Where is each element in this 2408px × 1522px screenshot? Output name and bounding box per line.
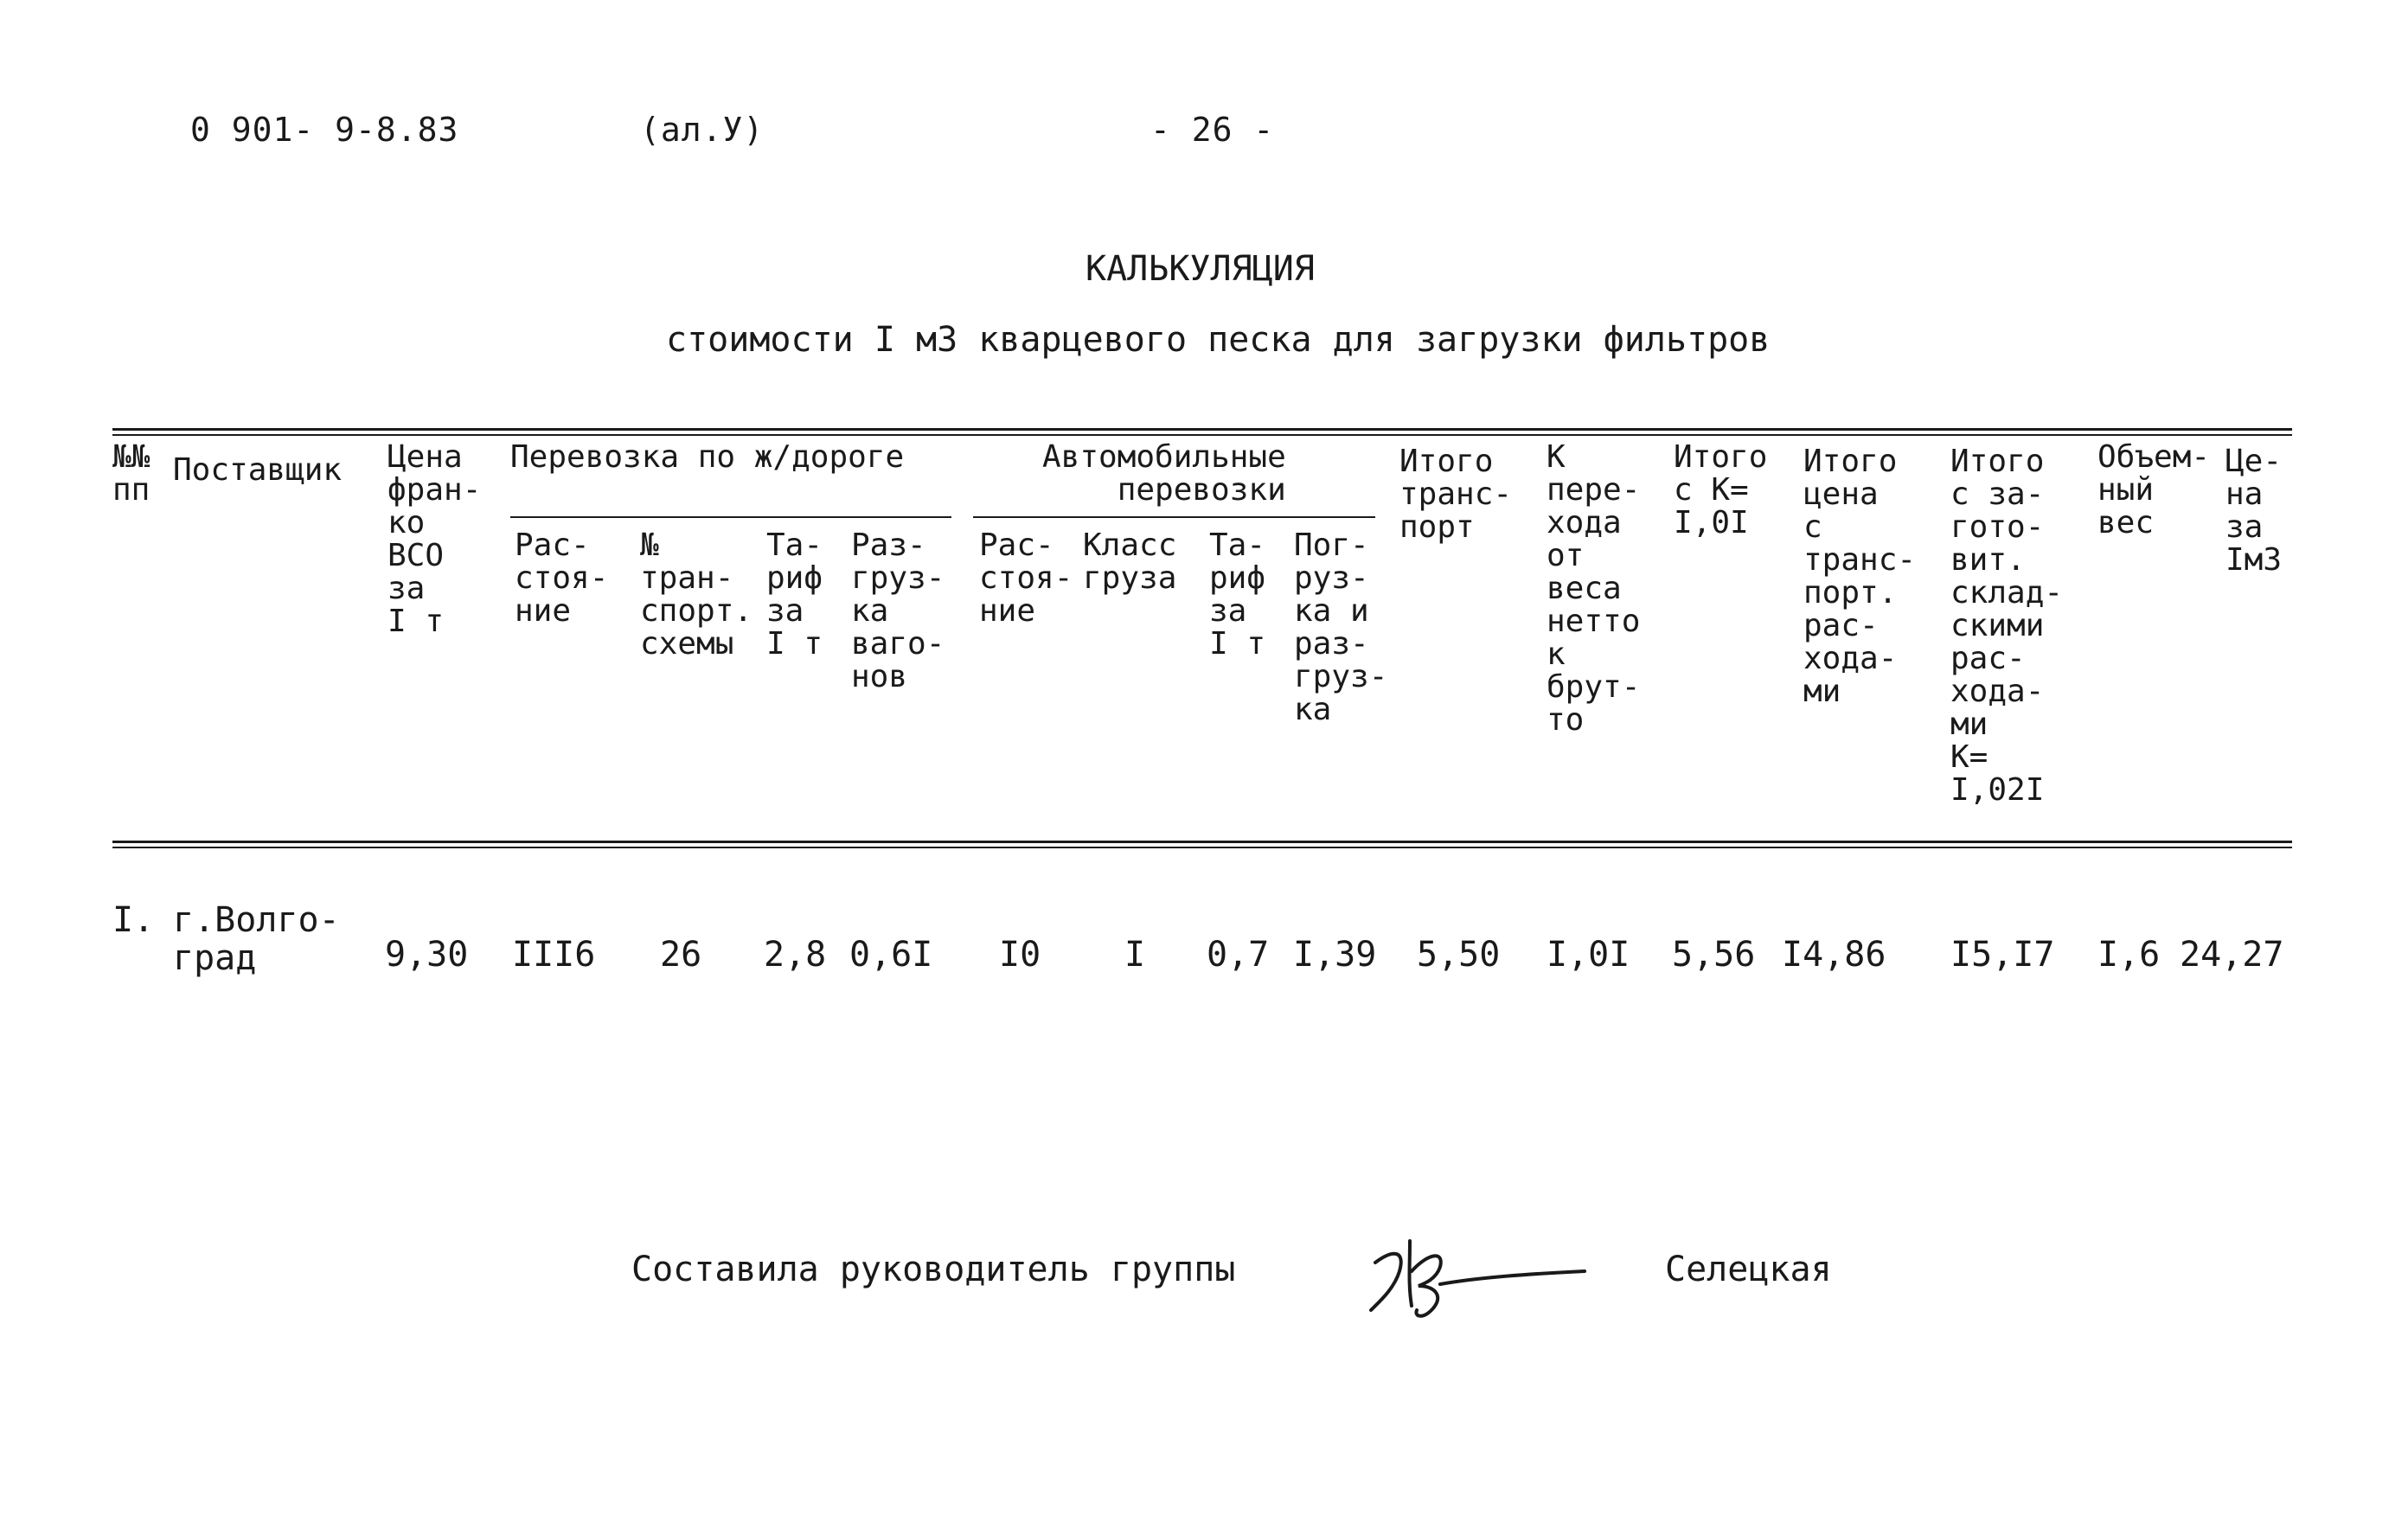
document-code: 0 901- 9-8.83 bbox=[190, 111, 459, 149]
page-number: - 26 - bbox=[1150, 111, 1275, 149]
col-group-auto: Автомобильные перевозки bbox=[1042, 439, 1286, 508]
cell-k-transition: I,0I bbox=[1547, 935, 1630, 975]
table-top-rule bbox=[112, 428, 2292, 431]
cell-total-k: 5,56 bbox=[1672, 935, 1756, 975]
table-header-bottom-rule bbox=[112, 841, 2292, 843]
col-header-price: Цена фран- ко ВСО за I т bbox=[387, 439, 482, 639]
compiler-name: Селецкая bbox=[1665, 1250, 1832, 1289]
col-header-rail-tariff: Та- риф за I т bbox=[766, 528, 823, 662]
col-header-total-k: Итого с К= I,0I bbox=[1674, 439, 1768, 540]
cell-supplier: г.Волго- град bbox=[173, 900, 340, 978]
cell-rail-scheme: 26 bbox=[660, 935, 702, 975]
col-group-rail: Перевозка по ж/дороге bbox=[510, 439, 905, 475]
cell-rail-distance: III6 bbox=[512, 935, 596, 975]
cell-total-storage: I5,I7 bbox=[1950, 935, 2055, 975]
cell-volume-weight: I,6 bbox=[2097, 935, 2161, 975]
col-header-total-transport: Итого транс- порт bbox=[1399, 444, 1513, 545]
col-header-auto-distance: Рас- стоя- ние bbox=[979, 528, 1073, 629]
col-header-total-price: Итого цена с транс- порт. рас- хода- ми bbox=[1803, 444, 1917, 709]
cell-total-price: I4,86 bbox=[1782, 935, 1886, 975]
cell-price-m3: 24,27 bbox=[2180, 935, 2284, 975]
cell-auto-loading: I,39 bbox=[1293, 935, 1377, 975]
col-header-auto-loading: Пог- руз- ка и раз- груз- ка bbox=[1294, 528, 1388, 727]
col-header-k-transition: К пере- хода от веса нетто к брут- то bbox=[1547, 439, 1641, 738]
compiled-by-label: Составила руководитель группы bbox=[631, 1250, 1236, 1289]
col-header-rail-unload: Раз- груз- ка ваго- нов bbox=[851, 528, 945, 694]
col-header-auto-class: Класс груза bbox=[1083, 528, 1177, 596]
album-label: (ал.У) bbox=[640, 111, 765, 149]
col-header-supplier: Поставщик bbox=[173, 452, 343, 488]
cell-num: I. bbox=[112, 900, 155, 940]
signature-image bbox=[1358, 1224, 1591, 1327]
auto-group-underline bbox=[973, 516, 1375, 518]
rail-group-underline bbox=[510, 516, 951, 518]
document-subtitle: стоимости I м3 кварцевого песка для загрузки фильтров bbox=[666, 320, 1771, 360]
table-header-bottom-rule-double bbox=[112, 847, 2292, 848]
document-title: КАЛЬКУЛЯЦИЯ bbox=[1086, 249, 1315, 289]
col-header-auto-tariff: Та- риф за I т bbox=[1209, 528, 1266, 662]
col-header-total-storage: Итого с за- гото- вит. склад- скими рас- хода- ми К= I,02I bbox=[1950, 444, 2064, 808]
cell-auto-distance: I0 bbox=[999, 935, 1041, 975]
col-header-price-m3: Це- на за Iм3 bbox=[2225, 444, 2283, 578]
cell-auto-tariff: 0,7 bbox=[1207, 935, 1270, 975]
cell-price: 9,30 bbox=[385, 935, 469, 975]
cell-rail-unload: 0,6I bbox=[849, 935, 933, 975]
table-top-rule-double bbox=[112, 434, 2292, 436]
col-header-volume-weight: Объем- ный вес bbox=[2097, 439, 2211, 540]
col-header-num: №№ пп bbox=[112, 439, 150, 508]
col-header-rail-distance: Рас- стоя- ние bbox=[515, 528, 609, 629]
cell-auto-class: I bbox=[1124, 935, 1146, 975]
cell-rail-tariff: 2,8 bbox=[764, 935, 827, 975]
col-header-rail-scheme: № тран- спорт. схемы bbox=[640, 528, 753, 662]
cell-total-transport: 5,50 bbox=[1417, 935, 1501, 975]
